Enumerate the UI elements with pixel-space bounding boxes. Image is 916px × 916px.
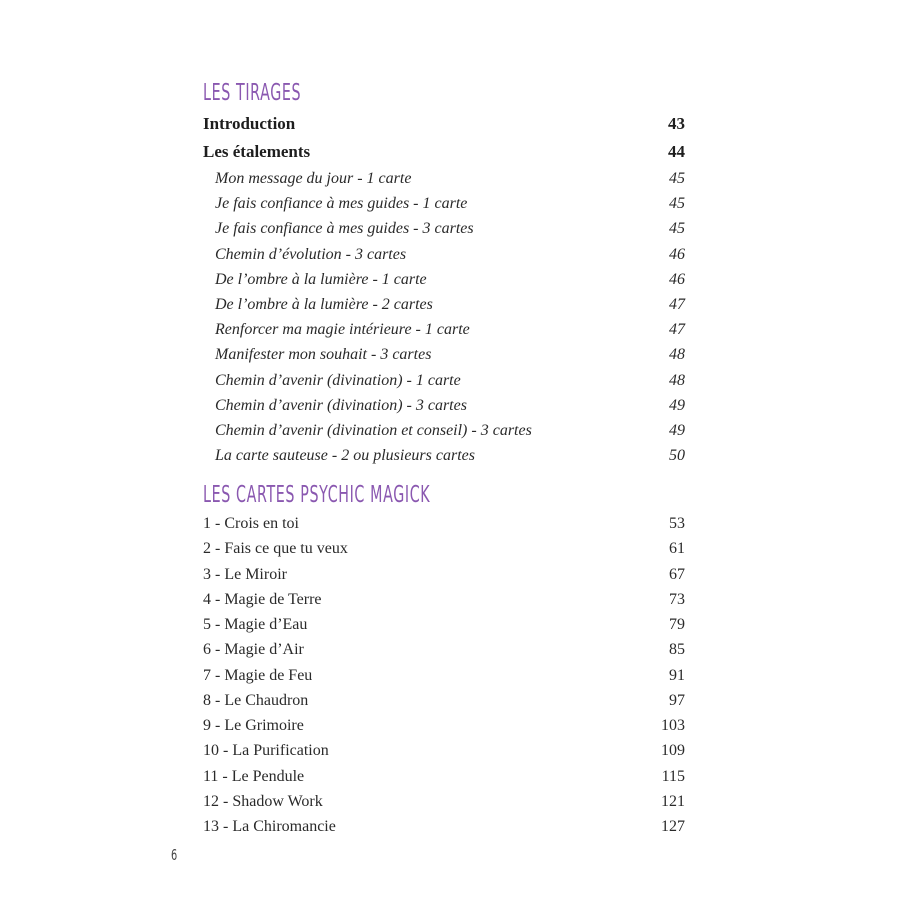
toc-entry-page: 73 xyxy=(669,590,685,608)
toc-entry[interactable] xyxy=(203,393,685,418)
toc-entry[interactable] xyxy=(203,138,685,166)
toc-entry-label: Je fais confiance à mes guides - 1 carte xyxy=(215,195,468,213)
toc-entry-label: 9 - Le Grimoire xyxy=(203,717,304,734)
toc-entry-label: 2 - Fais ce que tu veux xyxy=(203,540,348,558)
toc-entry-label: De l’ombre à la lumière - 2 cartes xyxy=(215,295,433,313)
toc-entry-label: 12 - Shadow Work xyxy=(203,792,323,810)
toc-entry-page: 97 xyxy=(669,691,685,709)
toc-entry[interactable] xyxy=(203,368,685,393)
toc-entry-page: 45 xyxy=(669,195,685,213)
toc-entry[interactable] xyxy=(203,166,685,191)
section-heading-cartes: LES CARTES PSYCHIC MAGICK xyxy=(203,482,431,508)
toc-entry[interactable] xyxy=(203,637,685,662)
toc-entry-page: 47 xyxy=(669,321,685,339)
toc-entry[interactable] xyxy=(203,110,685,138)
toc-entry[interactable] xyxy=(203,443,685,468)
toc-entry-page: 127 xyxy=(661,818,685,835)
toc-entry-page: 85 xyxy=(669,641,685,659)
toc-entry-label: Manifester mon souhait - 3 cartes xyxy=(215,346,432,364)
toc-entry-page: 45 xyxy=(669,220,685,238)
toc-entry[interactable] xyxy=(203,587,685,612)
toc-entry[interactable] xyxy=(203,738,685,763)
toc-entry-label: Je fais confiance à mes guides - 3 cartes xyxy=(215,220,474,238)
toc-entry-page: 67 xyxy=(669,565,685,583)
toc-entry-label: Chemin d’avenir (divination) - 3 cartes xyxy=(215,396,467,414)
toc-entry-label: Les étalements xyxy=(203,142,311,161)
toc-entry[interactable] xyxy=(203,663,685,688)
toc-entry-page: 48 xyxy=(669,346,685,364)
toc-entry-label: Chemin d’avenir (divination et conseil) - 3 cartes xyxy=(215,421,532,439)
toc-entry-label: La carte sauteuse - 2 ou plusieurs cartes xyxy=(215,447,475,465)
section-heading-tirages: LES TIRAGES xyxy=(203,80,302,106)
toc-entry-page: 61 xyxy=(669,540,685,558)
toc-entry[interactable] xyxy=(203,342,685,367)
toc-entry-page: 53 xyxy=(669,515,685,532)
toc-entry-page: 109 xyxy=(661,742,685,760)
toc-entry-label: Mon message du jour - 1 carte xyxy=(215,170,412,187)
toc-entry[interactable] xyxy=(203,292,685,317)
toc-entry-label: Renforcer ma magie intérieure - 1 carte xyxy=(215,321,470,339)
toc-entry-page: 79 xyxy=(669,616,685,633)
toc-entry-label: 3 - Le Miroir xyxy=(203,565,287,583)
toc-entry-page: 49 xyxy=(669,421,685,439)
toc-entry-page: 121 xyxy=(661,792,685,810)
toc-entry-label: 11 - Le Pendule xyxy=(203,767,305,785)
toc-entry[interactable] xyxy=(203,536,685,561)
page-number: 6 xyxy=(171,846,178,864)
toc-entry-label: De l’ombre à la lumière - 1 carte xyxy=(215,270,427,288)
toc-entry-label: 5 - Magie d’Eau xyxy=(203,616,308,633)
toc-entry[interactable] xyxy=(203,242,685,267)
toc-entry-page: 50 xyxy=(669,447,685,465)
toc-entry-page: 43 xyxy=(668,114,685,133)
toc-entry[interactable] xyxy=(203,713,685,738)
toc-entry[interactable] xyxy=(203,764,685,789)
toc-entry-page: 48 xyxy=(669,371,685,389)
toc-entry-page: 46 xyxy=(669,270,685,288)
toc-entry[interactable] xyxy=(203,267,685,292)
toc-entry[interactable] xyxy=(203,688,685,713)
toc-list-tirages xyxy=(203,110,685,468)
toc-entry-page: 115 xyxy=(661,767,685,785)
toc-entry-label: 4 - Magie de Terre xyxy=(203,590,322,608)
toc-entry-page: 91 xyxy=(669,666,685,684)
toc-entry-label: 13 - La Chiromancie xyxy=(203,818,336,835)
toc-entry[interactable] xyxy=(203,191,685,216)
toc-entry-page: 49 xyxy=(669,396,685,414)
toc-entry[interactable] xyxy=(203,511,685,536)
toc-entry-label: 10 - La Purification xyxy=(203,742,329,760)
toc-entry-label: 1 - Crois en toi xyxy=(203,515,299,532)
toc-entry[interactable] xyxy=(203,814,685,839)
toc-entry[interactable] xyxy=(203,562,685,587)
toc-entry[interactable] xyxy=(203,612,685,637)
toc-entry-label: 6 - Magie d’Air xyxy=(203,641,304,659)
toc-list-cartes xyxy=(203,511,685,839)
toc-entry[interactable] xyxy=(203,216,685,241)
toc-entry[interactable] xyxy=(203,317,685,342)
toc-entry-page: 103 xyxy=(661,717,685,734)
toc-entry-label: Introduction xyxy=(203,114,296,133)
toc-entry-page: 46 xyxy=(669,245,685,263)
toc-entry-label: Chemin d’avenir (divination) - 1 carte xyxy=(215,371,461,389)
toc-entry-label: 7 - Magie de Feu xyxy=(203,666,313,684)
toc-entry[interactable] xyxy=(203,789,685,814)
toc-entry-label: 8 - Le Chaudron xyxy=(203,691,309,709)
toc-entry-label: Chemin d’évolution - 3 cartes xyxy=(215,245,407,263)
toc-entry-page: 44 xyxy=(668,142,685,161)
toc-entry[interactable] xyxy=(203,418,685,443)
toc-entry-page: 47 xyxy=(669,295,685,313)
toc-entry-page: 45 xyxy=(669,170,685,187)
